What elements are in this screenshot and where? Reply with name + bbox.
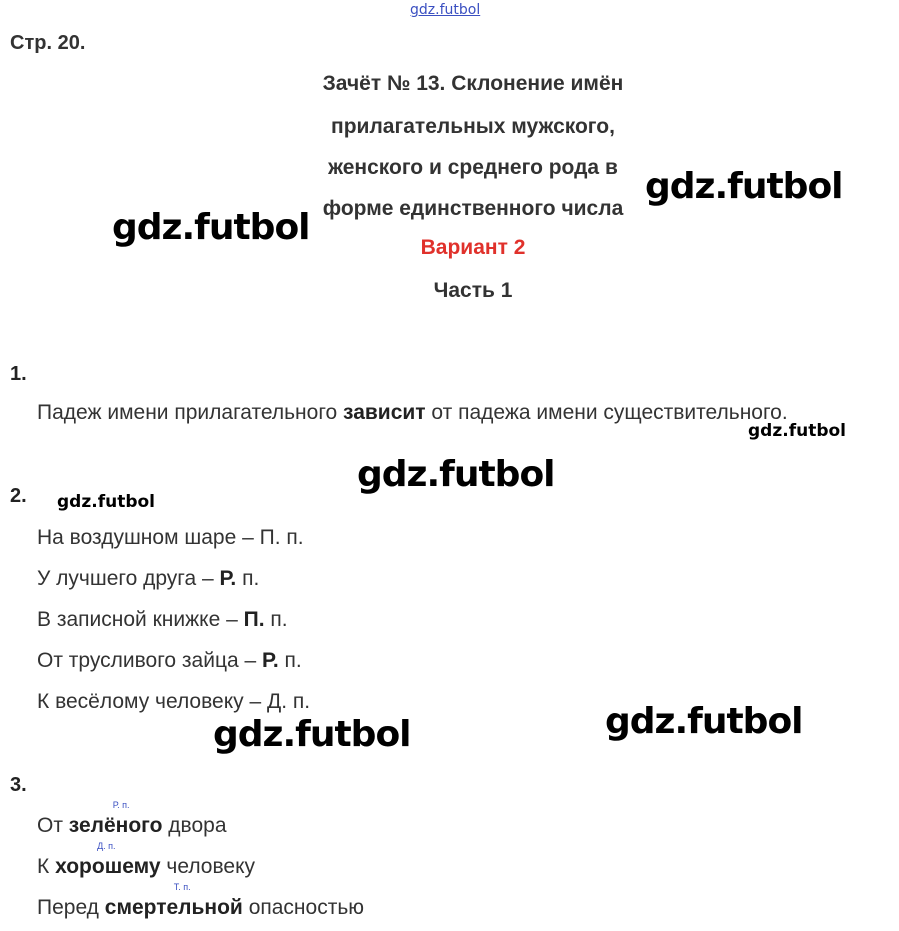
watermark-top-link[interactable]: gdz.futbol	[410, 2, 481, 18]
case-tail: Д. п.	[267, 690, 311, 713]
watermark: gdz.futbol	[605, 701, 803, 742]
case-tail: п.	[264, 608, 288, 631]
case-answer: Р.	[262, 649, 279, 672]
phrase: человеку	[160, 855, 256, 878]
case-annotation: Р. п.	[112, 800, 130, 810]
watermark: gdz.futbol	[112, 207, 310, 248]
case-annotation: Т. п.	[173, 882, 191, 892]
phrase: От трусливого зайца –	[37, 649, 263, 672]
answer-keyword: зависит	[343, 401, 426, 424]
question-2-number: 2.	[10, 485, 27, 507]
answer-text: от падежа имени существительного.	[425, 401, 788, 424]
answer-text: Падеж имени прилагательного	[37, 401, 344, 424]
case-answer: Р.	[219, 567, 237, 590]
question-1-number: 1.	[10, 363, 27, 385]
title-line-2: прилагательных мужского,	[331, 115, 615, 138]
variant-label: Вариант 2	[420, 236, 526, 259]
question-1-answer	[37, 401, 788, 425]
watermark: gdz.futbol	[57, 492, 155, 512]
title-line-4: форме единственного числа	[322, 197, 624, 220]
case-answer: П.	[243, 608, 265, 631]
question-2-item	[37, 567, 259, 591]
adjective: смертельной	[104, 896, 243, 919]
case-tail: П. п.	[259, 526, 304, 549]
case-tail: п.	[278, 649, 302, 672]
case-annotation: Д. п.	[97, 841, 116, 851]
watermark: gdz.futbol	[357, 454, 555, 495]
watermark: gdz.futbol	[748, 421, 846, 441]
question-3-item	[37, 882, 365, 920]
phrase: В записной книжке –	[37, 608, 244, 631]
phrase: К	[37, 855, 56, 878]
watermark: gdz.futbol	[645, 166, 843, 207]
page-number: Стр. 20.	[10, 32, 86, 54]
phrase: опасностью	[242, 896, 365, 919]
title-line-3: женского и среднего рода в	[328, 156, 618, 179]
phrase: От	[37, 814, 69, 837]
question-2-item	[37, 690, 310, 714]
phrase: двора	[162, 814, 227, 837]
part-label: Часть 1	[433, 279, 513, 302]
case-tail: п.	[236, 567, 260, 590]
question-3-item	[37, 841, 256, 879]
adjective: хорошему	[55, 855, 161, 878]
question-2-item	[37, 526, 304, 550]
phrase: У лучшего друга –	[37, 567, 220, 590]
question-2-item	[37, 649, 302, 673]
question-3-item	[37, 800, 227, 838]
title-line-1: Зачёт № 13. Склонение имён	[322, 72, 624, 95]
phrase: К весёлому человеку –	[37, 690, 267, 713]
phrase: Перед	[37, 896, 105, 919]
question-2-item	[37, 608, 288, 632]
question-3-number: 3.	[10, 774, 27, 796]
adjective: зелёного	[68, 814, 163, 837]
watermark: gdz.futbol	[213, 714, 411, 755]
phrase: На воздушном шаре –	[37, 526, 260, 549]
